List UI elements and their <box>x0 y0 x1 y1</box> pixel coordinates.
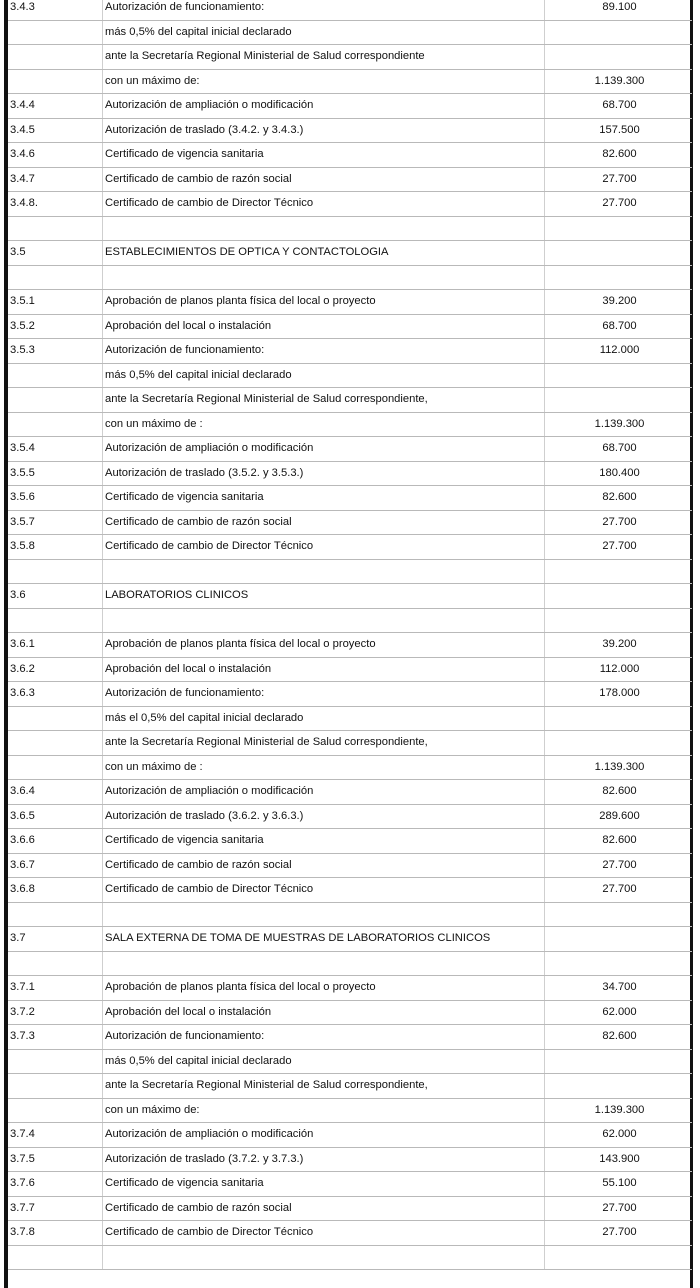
row-code <box>8 69 103 94</box>
row-description: Aprobación del local o instalación <box>103 657 545 682</box>
row-amount: 27.700 <box>545 1221 693 1246</box>
table-row <box>8 461 692 486</box>
row-amount: 68.700 <box>545 314 693 339</box>
row-code <box>8 731 103 756</box>
row-code <box>8 20 103 45</box>
row-code: 3.7.5 <box>8 1147 103 1172</box>
row-code <box>8 1074 103 1099</box>
row-description: Autorización de traslado (3.6.2. y 3.6.3.) <box>103 804 545 829</box>
row-description: Aprobación de planos planta física del local o proyecto <box>103 633 545 658</box>
row-description: más 0,5% del capital inicial declarado <box>103 20 545 45</box>
table-row <box>8 976 692 1001</box>
table-row <box>8 486 692 511</box>
row-code: 3.6.4 <box>8 780 103 805</box>
table-row <box>8 437 692 462</box>
row-code: 3.6.8 <box>8 878 103 903</box>
table-row <box>8 69 692 94</box>
row-code: 3.4.8. <box>8 192 103 217</box>
row-description: Autorización de traslado (3.4.2. y 3.4.3.) <box>103 118 545 143</box>
blank-row <box>8 902 692 927</box>
row-code: 3.7.1 <box>8 976 103 1001</box>
row-code <box>8 755 103 780</box>
row-description: Autorización de ampliación o modificación <box>103 437 545 462</box>
row-code: 3.6.3 <box>8 682 103 707</box>
row-amount <box>545 584 693 609</box>
row-amount: 1.139.300 <box>545 755 693 780</box>
blank-row <box>8 559 692 584</box>
row-code: 3.7.4 <box>8 1123 103 1148</box>
table-row <box>8 94 692 119</box>
row-amount: 82.600 <box>545 1025 693 1050</box>
table-row <box>8 339 692 364</box>
row-description: Certificado de cambio de Director Técnico <box>103 1221 545 1246</box>
row-amount: 27.700 <box>545 1196 693 1221</box>
row-amount: 68.700 <box>545 94 693 119</box>
row-code <box>8 216 103 241</box>
row-amount <box>545 608 693 633</box>
row-description <box>103 559 545 584</box>
row-code: 3.6 <box>8 584 103 609</box>
row-code: 3.5.4 <box>8 437 103 462</box>
row-description: Aprobación del local o instalación <box>103 314 545 339</box>
table-row <box>8 45 692 70</box>
row-code: 3.4.4 <box>8 94 103 119</box>
row-amount <box>545 559 693 584</box>
blank-row <box>8 951 692 976</box>
row-amount: 34.700 <box>545 976 693 1001</box>
row-code <box>8 951 103 976</box>
row-code: 3.6.5 <box>8 804 103 829</box>
row-amount <box>545 363 693 388</box>
row-amount: 62.000 <box>545 1123 693 1148</box>
row-description: ante la Secretaría Regional Ministerial de Salud correspondiente <box>103 45 545 70</box>
row-amount <box>545 265 693 290</box>
blank-row <box>8 1245 692 1270</box>
row-description: más 0,5% del capital inicial declarado <box>103 363 545 388</box>
table-row <box>8 314 692 339</box>
row-code: 3.7.7 <box>8 1196 103 1221</box>
row-description: con un máximo de : <box>103 412 545 437</box>
table-row <box>8 118 692 143</box>
row-code: 3.7 <box>8 927 103 952</box>
row-code <box>8 706 103 731</box>
row-amount: 82.600 <box>545 143 693 168</box>
table-row <box>8 682 692 707</box>
row-amount: 289.600 <box>545 804 693 829</box>
row-code <box>8 412 103 437</box>
row-amount: 62.000 <box>545 1000 693 1025</box>
table-row <box>8 1123 692 1148</box>
table-row <box>8 0 692 20</box>
row-description: Certificado de cambio de razón social <box>103 510 545 535</box>
fee-table-body <box>8 0 692 1270</box>
row-code: 3.5.7 <box>8 510 103 535</box>
row-code: 3.5.8 <box>8 535 103 560</box>
row-description: Autorización de traslado (3.5.2. y 3.5.3.) <box>103 461 545 486</box>
row-amount <box>545 216 693 241</box>
row-code <box>8 363 103 388</box>
table-row <box>8 878 692 903</box>
blank-row <box>8 265 692 290</box>
row-description <box>103 216 545 241</box>
row-description: Certificado de vigencia sanitaria <box>103 1172 545 1197</box>
row-code: 3.5.3 <box>8 339 103 364</box>
row-description: Autorización de ampliación o modificación <box>103 1123 545 1148</box>
row-description: SALA EXTERNA DE TOMA DE MUESTRAS DE LABORATORIOS CLINICOS <box>103 927 545 952</box>
row-description: Certificado de vigencia sanitaria <box>103 829 545 854</box>
row-amount <box>545 388 693 413</box>
table-row <box>8 1221 692 1246</box>
row-description <box>103 265 545 290</box>
row-code <box>8 902 103 927</box>
table-row <box>8 853 692 878</box>
blank-row <box>8 608 692 633</box>
row-code <box>8 265 103 290</box>
row-description: Aprobación de planos planta física del local o proyecto <box>103 290 545 315</box>
section-header-row <box>8 584 692 609</box>
table-row <box>8 657 692 682</box>
row-code: 3.4.5 <box>8 118 103 143</box>
row-description: Autorización de ampliación o modificación <box>103 780 545 805</box>
row-amount <box>545 1074 693 1099</box>
row-amount: 89.100 <box>545 0 693 20</box>
row-amount: 1.139.300 <box>545 412 693 437</box>
row-code: 3.5.1 <box>8 290 103 315</box>
row-code <box>8 1245 103 1270</box>
table-row <box>8 535 692 560</box>
row-amount <box>545 706 693 731</box>
row-amount <box>545 241 693 266</box>
row-code: 3.4.6 <box>8 143 103 168</box>
table-row <box>8 192 692 217</box>
row-description: Certificado de cambio de Director Técnico <box>103 535 545 560</box>
row-amount: 39.200 <box>545 290 693 315</box>
row-amount: 27.700 <box>545 192 693 217</box>
table-row <box>8 780 692 805</box>
table-row <box>8 1074 692 1099</box>
row-amount: 112.000 <box>545 657 693 682</box>
table-row <box>8 1147 692 1172</box>
section-header-row <box>8 241 692 266</box>
row-description: con un máximo de : <box>103 755 545 780</box>
table-row <box>8 706 692 731</box>
row-description: Certificado de vigencia sanitaria <box>103 486 545 511</box>
row-description: Autorización de traslado (3.7.2. y 3.7.3.) <box>103 1147 545 1172</box>
row-amount <box>545 1049 693 1074</box>
row-code: 3.5 <box>8 241 103 266</box>
table-row <box>8 388 692 413</box>
row-description: con un máximo de: <box>103 69 545 94</box>
row-description: más el 0,5% del capital inicial declarado <box>103 706 545 731</box>
table-row <box>8 804 692 829</box>
row-description: ante la Secretaría Regional Ministerial de Salud correspondiente, <box>103 731 545 756</box>
table-row <box>8 633 692 658</box>
row-code: 3.7.2 <box>8 1000 103 1025</box>
row-code: 3.4.3 <box>8 0 103 20</box>
table-row <box>8 1049 692 1074</box>
row-amount: 55.100 <box>545 1172 693 1197</box>
row-code <box>8 608 103 633</box>
row-description: con un máximo de: <box>103 1098 545 1123</box>
blank-row <box>8 216 692 241</box>
table-row <box>8 510 692 535</box>
table-row <box>8 412 692 437</box>
row-amount: 180.400 <box>545 461 693 486</box>
row-description <box>103 951 545 976</box>
row-code: 3.5.5 <box>8 461 103 486</box>
row-amount <box>545 927 693 952</box>
row-amount: 82.600 <box>545 780 693 805</box>
table-row <box>8 755 692 780</box>
table-row <box>8 731 692 756</box>
row-amount <box>545 20 693 45</box>
row-description: Certificado de vigencia sanitaria <box>103 143 545 168</box>
row-description: ante la Secretaría Regional Ministerial de Salud correspondiente, <box>103 388 545 413</box>
fee-table <box>8 0 692 1270</box>
row-amount: 39.200 <box>545 633 693 658</box>
row-amount: 27.700 <box>545 535 693 560</box>
row-code: 3.7.6 <box>8 1172 103 1197</box>
row-amount: 1.139.300 <box>545 1098 693 1123</box>
table-row <box>8 1172 692 1197</box>
row-amount <box>545 731 693 756</box>
row-amount: 82.600 <box>545 829 693 854</box>
row-amount <box>545 951 693 976</box>
row-code <box>8 1049 103 1074</box>
row-description: más 0,5% del capital inicial declarado <box>103 1049 545 1074</box>
row-code <box>8 1098 103 1123</box>
row-code: 3.6.6 <box>8 829 103 854</box>
table-row <box>8 143 692 168</box>
table-row <box>8 290 692 315</box>
row-code: 3.6.7 <box>8 853 103 878</box>
row-amount <box>545 1245 693 1270</box>
row-description: ante la Secretaría Regional Ministerial de Salud correspondiente, <box>103 1074 545 1099</box>
section-header-row <box>8 927 692 952</box>
row-amount: 178.000 <box>545 682 693 707</box>
table-row <box>8 1098 692 1123</box>
row-description: Autorización de funcionamiento: <box>103 682 545 707</box>
row-description: Certificado de cambio de Director Técnico <box>103 192 545 217</box>
row-code <box>8 45 103 70</box>
row-description: Certificado de cambio de razón social <box>103 167 545 192</box>
row-code: 3.5.2 <box>8 314 103 339</box>
row-description: Autorización de funcionamiento: <box>103 0 545 20</box>
row-code: 3.7.3 <box>8 1025 103 1050</box>
row-amount: 27.700 <box>545 878 693 903</box>
row-amount <box>545 45 693 70</box>
row-amount: 1.139.300 <box>545 69 693 94</box>
table-row <box>8 167 692 192</box>
row-amount <box>545 902 693 927</box>
row-code: 3.4.7 <box>8 167 103 192</box>
row-amount: 82.600 <box>545 486 693 511</box>
row-description <box>103 902 545 927</box>
row-amount: 143.900 <box>545 1147 693 1172</box>
row-code <box>8 388 103 413</box>
row-description: Aprobación del local o instalación <box>103 1000 545 1025</box>
row-description: LABORATORIOS CLINICOS <box>103 584 545 609</box>
row-amount: 27.700 <box>545 167 693 192</box>
row-code: 3.7.8 <box>8 1221 103 1246</box>
row-amount: 68.700 <box>545 437 693 462</box>
row-description: Certificado de cambio de Director Técnico <box>103 878 545 903</box>
table-row <box>8 363 692 388</box>
row-description <box>103 1245 545 1270</box>
row-description: Autorización de funcionamiento: <box>103 1025 545 1050</box>
row-description: Certificado de cambio de razón social <box>103 853 545 878</box>
table-row <box>8 1196 692 1221</box>
row-description: Aprobación de planos planta física del local o proyecto <box>103 976 545 1001</box>
table-row <box>8 1000 692 1025</box>
table-row <box>8 1025 692 1050</box>
row-code <box>8 559 103 584</box>
row-code: 3.6.1 <box>8 633 103 658</box>
row-description <box>103 608 545 633</box>
row-amount: 27.700 <box>545 510 693 535</box>
row-amount: 157.500 <box>545 118 693 143</box>
row-code: 3.6.2 <box>8 657 103 682</box>
row-description: ESTABLECIMIENTOS DE OPTICA Y CONTACTOLOGIA <box>103 241 545 266</box>
row-code: 3.5.6 <box>8 486 103 511</box>
row-description: Autorización de ampliación o modificación <box>103 94 545 119</box>
table-row <box>8 20 692 45</box>
table-row <box>8 829 692 854</box>
row-description: Certificado de cambio de razón social <box>103 1196 545 1221</box>
row-description: Autorización de funcionamiento: <box>103 339 545 364</box>
row-amount: 112.000 <box>545 339 693 364</box>
row-amount: 27.700 <box>545 853 693 878</box>
